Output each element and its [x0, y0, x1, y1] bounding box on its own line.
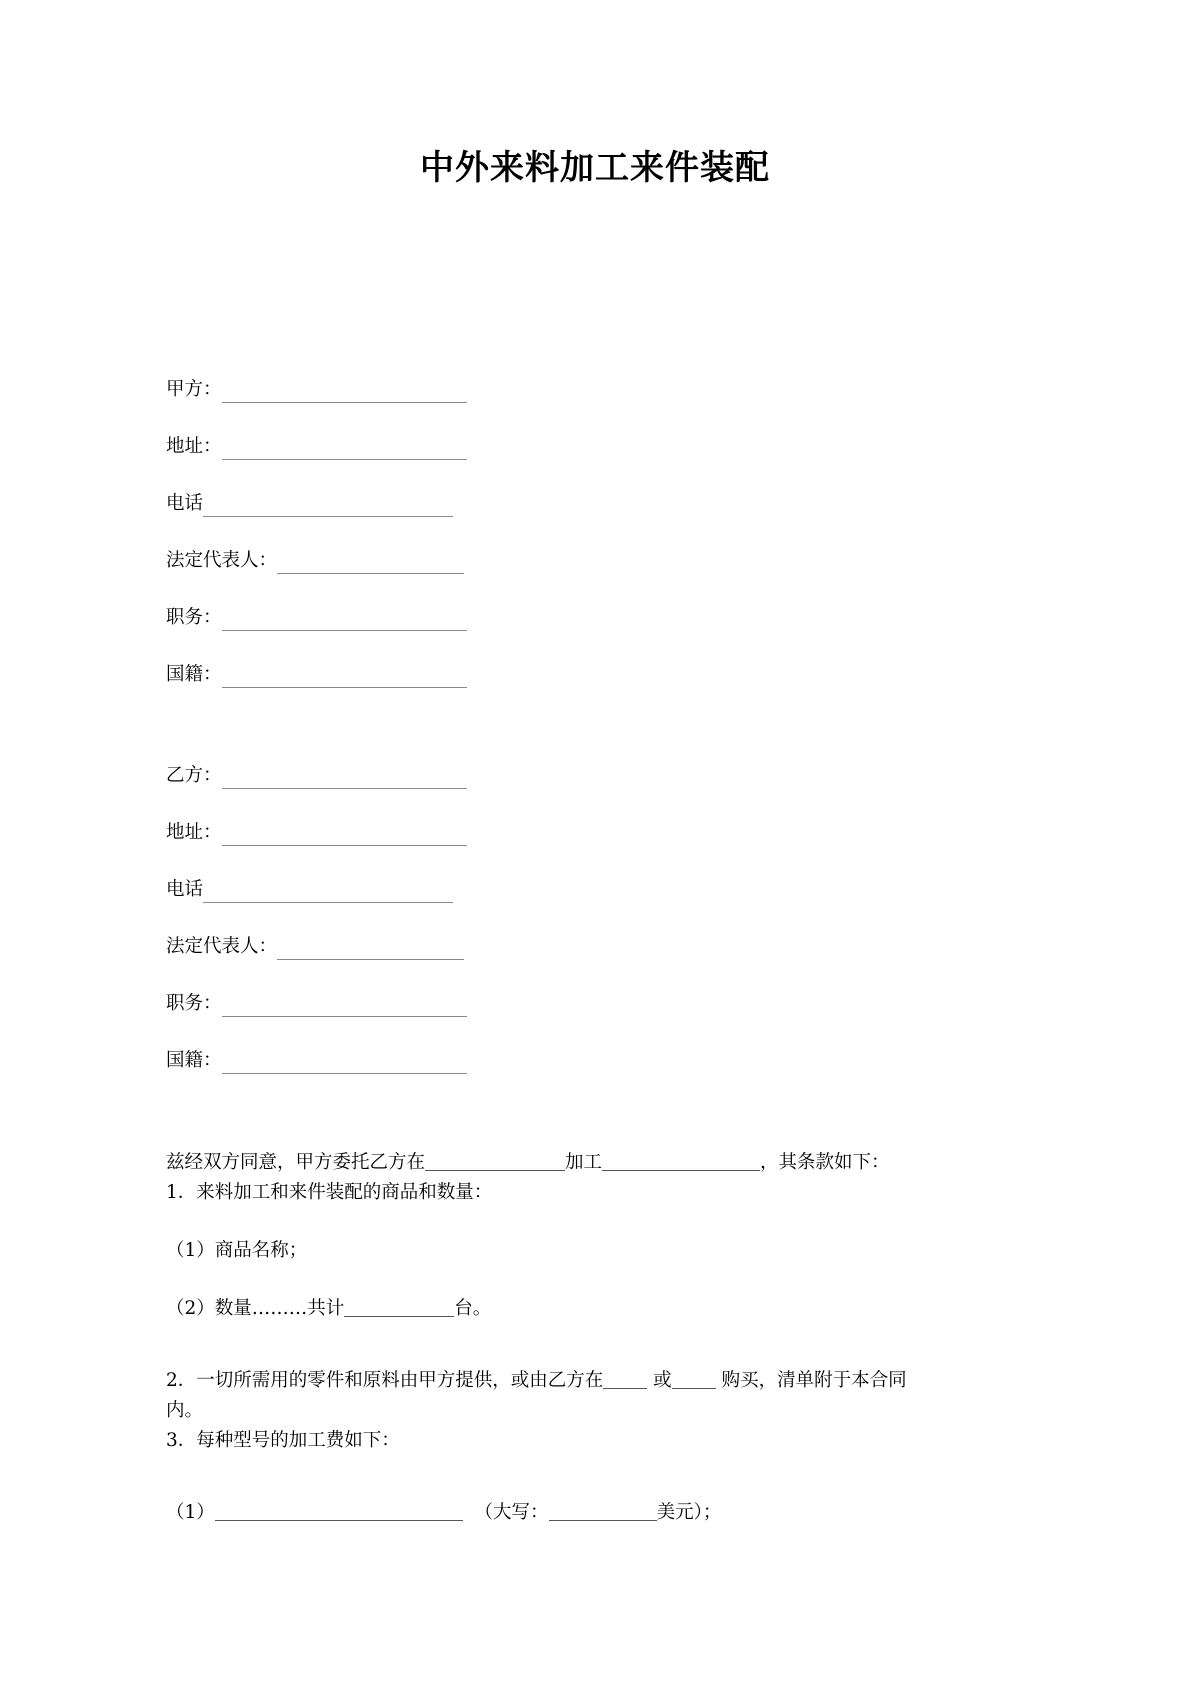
field-row-party-b-nationality: [166, 1019, 1026, 1076]
spacer: [166, 1266, 1022, 1294]
field-blank-party-a-legal-rep[interactable]: [277, 553, 464, 574]
paragraph-clause-1-item-2: [166, 1294, 1022, 1324]
clause-1-item-2-text-a: （2）数量………共计: [166, 1298, 345, 1319]
field-blank-party-a-nationality[interactable]: [222, 667, 467, 688]
paragraph-clause-1-item-1: （1）商品名称；: [166, 1240, 308, 1261]
field-label-party-a-phone: 电话: [166, 493, 204, 514]
clause-1-item-2-text-b: 台。: [454, 1298, 492, 1319]
field-label-party-b-phone: 电话: [166, 879, 204, 900]
field-label-party-b-legal-rep: 法定代表人：: [166, 936, 278, 957]
field-blank-party-a-name[interactable]: [222, 382, 467, 403]
field-blank-party-a-position[interactable]: [222, 610, 467, 631]
contract-body: [166, 1148, 1022, 1528]
clause-2-blank-source-1[interactable]: [603, 1370, 647, 1389]
paragraph-clause-3: 3．每种型号的加工费如下：: [166, 1430, 400, 1451]
field-row-party-a-nationality: [166, 633, 1026, 690]
field-label-party-b-position: 职务：: [166, 993, 222, 1014]
spacer: [166, 1208, 1022, 1236]
clause-1-item-2-blank-quantity[interactable]: [344, 1298, 454, 1317]
paragraph-clause-2: [166, 1366, 1022, 1426]
field-row-party-b-legal-rep: [166, 905, 1026, 962]
intro-text-1: 兹经双方同意，甲方委托乙方在: [166, 1152, 426, 1173]
spacer: [166, 1484, 1022, 1498]
paragraph-clause-1: 1．来料加工和来件装配的商品和数量：: [166, 1182, 493, 1203]
field-blank-party-b-phone[interactable]: [203, 882, 453, 903]
clause-2-text-c: 购买，清单附于本合同: [721, 1370, 907, 1391]
field-label-party-b-address: 地址：: [166, 822, 222, 843]
field-row-party-a-name: [166, 348, 1026, 405]
field-label-party-a-position: 职务：: [166, 607, 222, 628]
field-row-party-b-position: [166, 962, 1026, 1019]
field-blank-party-a-address[interactable]: [222, 439, 467, 460]
field-blank-party-b-name[interactable]: [222, 768, 467, 789]
clause-2-text-b: 或: [653, 1370, 672, 1391]
spacer: [166, 1324, 1022, 1352]
intro-text-2: 加工: [565, 1152, 603, 1173]
field-label-party-b-name: 乙方：: [166, 765, 222, 786]
party-fields-block: [166, 348, 1026, 1076]
field-label-party-a-nationality: 国籍：: [166, 664, 222, 685]
clause-2-blank-source-2[interactable]: [672, 1370, 716, 1389]
field-blank-party-b-nationality[interactable]: [222, 1053, 467, 1074]
field-row-party-a-address: [166, 405, 1026, 462]
intro-blank-location[interactable]: [425, 1152, 565, 1171]
clause-3-item-1-text-a: （1）: [166, 1502, 215, 1523]
field-row-party-b-name: [166, 734, 1026, 791]
page-title: 中外来料加工来件装配: [420, 148, 770, 188]
spacer: [166, 1456, 1022, 1484]
clause-2-text-a: 2．一切所需用的零件和原料由甲方提供，或由乙方在: [166, 1370, 604, 1391]
field-row-party-b-phone: [166, 848, 1026, 905]
clause-2-text-d: 内。: [166, 1400, 204, 1421]
field-label-party-a-legal-rep: 法定代表人：: [166, 550, 278, 571]
field-label-party-a-address: 地址：: [166, 436, 222, 457]
field-blank-party-b-position[interactable]: [222, 996, 467, 1017]
field-label-party-a-name: 甲方：: [166, 379, 222, 400]
paragraph-clause-3-item-1: [166, 1498, 1022, 1528]
field-row-party-a-legal-rep: [166, 519, 1026, 576]
clause-3-item-1-blank-amount[interactable]: [215, 1502, 463, 1521]
spacer: [166, 1352, 1022, 1366]
clause-3-item-1-text-c: 美元）；: [656, 1502, 722, 1523]
paragraph-intro: [166, 1148, 1022, 1178]
clause-3-item-1-blank-amount-words[interactable]: [549, 1502, 657, 1521]
field-blank-party-a-phone[interactable]: [203, 496, 453, 517]
intro-text-3: ，其条款如下：: [760, 1152, 890, 1173]
party-section-divider: [166, 690, 1026, 734]
field-row-party-a-position: [166, 576, 1026, 633]
field-blank-party-b-address[interactable]: [222, 825, 467, 846]
field-row-party-b-address: [166, 791, 1026, 848]
field-row-party-a-phone: [166, 462, 1026, 519]
field-label-party-b-nationality: 国籍：: [166, 1050, 222, 1071]
clause-3-item-1-text-b: （大写：: [474, 1502, 549, 1523]
intro-blank-product[interactable]: [602, 1152, 760, 1171]
field-blank-party-b-legal-rep[interactable]: [277, 939, 464, 960]
